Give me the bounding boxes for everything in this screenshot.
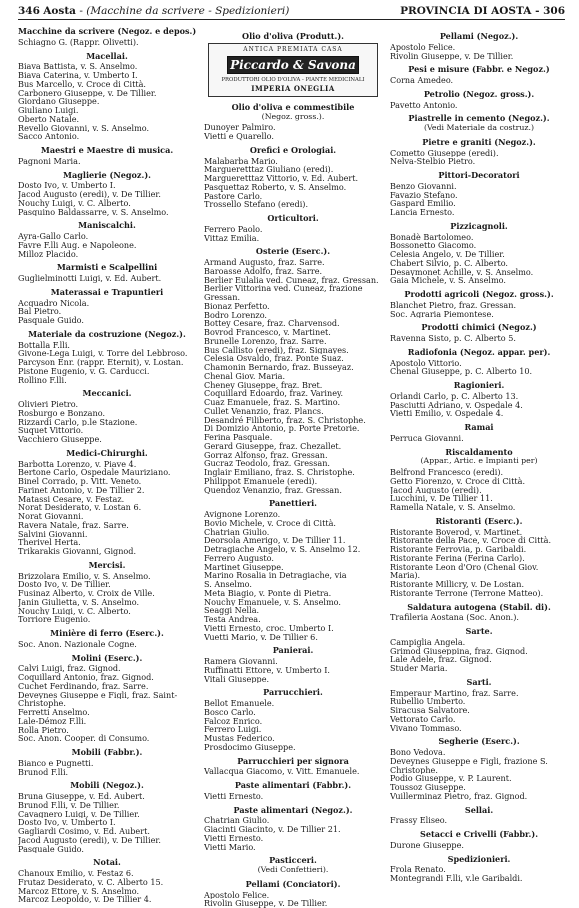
directory-entry: Berlier Vittorina ved. Cuneaz, frazione (204, 284, 363, 293)
header-region: Aosta (43, 5, 76, 17)
directory-entry: Quendoz Venanzio, fraz. Gressan. (204, 485, 342, 495)
directory-entry: Pistone Eugenio, v. G. Carducci. (18, 366, 150, 376)
section-heading: Meccanici. (82, 388, 132, 399)
directory-entry: Ramera Giovanni. (204, 657, 278, 666)
section-heading: Sellai. (464, 804, 494, 815)
directory-entry: Fusinaz Alberto, v. Croix de Ville. (18, 589, 155, 598)
directory-entry: Brunelle Lorenzo, fraz. Sarre. (204, 336, 327, 346)
directory-entry: Pastore Carlo. (204, 191, 263, 201)
section-heading: Pesi e misure (Fabbr. e Negoz.) (408, 64, 550, 75)
directory-entry: Di Domizio Antonio, p. Porte Pretorie. (204, 424, 360, 433)
directory-entry: Revello Giovanni, v. S. Anselmo. (18, 123, 150, 133)
directory-entry: Norat Giovanni. (18, 512, 84, 521)
directory-entry: Corna Amedeo. (390, 76, 454, 85)
directory-entry: Acquadro Nicola. (18, 298, 90, 308)
directory-entry: Rosburgo e Bonzano. (18, 408, 106, 418)
directory-entry: Nouchy Luigi, v. C. Alberto. (18, 606, 131, 616)
directory-entry: Therivel Herta. (18, 538, 81, 547)
section-heading: Mercisi. (88, 559, 126, 570)
column-3 (390, 27, 568, 883)
section-heading: Pellami (Negoz.). (439, 31, 519, 41)
directory-entry: Ravera Natale, fraz. Sarre. (18, 520, 129, 530)
directory-entry: Vietti Ernesto. (204, 833, 264, 843)
directory-entry: Brizzolara Emilio, v. S. Anselmo. (18, 571, 151, 581)
directory-entry: Lucchini, v. De Tillier 11. (390, 494, 493, 503)
directory-entry: Parcyson Enr. (rappr. Eternit), v. Lostan. (18, 358, 184, 367)
directory-entry: Salvini Giovanni. (18, 529, 88, 539)
section-heading: Mobili (Negoz.). (70, 780, 144, 791)
directory-entry: Rivolin Giuseppe, v. De Tillier. (204, 899, 328, 908)
directory-entry: Cullet Venanzio, fraz. Plancs. (204, 406, 324, 416)
ad-city: IMPERIA ONEGLIA (251, 84, 335, 94)
header-left: 346 Aosta - (Macchine da scrivere - Spedizionieri) (18, 5, 290, 17)
directory-entry: Bodro Lorenzo. (204, 310, 268, 320)
directory-entry: S. Anselmo. (204, 580, 252, 589)
directory-entry: Gerard Giuseppe, fraz. Chezallet. (204, 441, 342, 451)
directory-entry: Schiagno G. (Rappr. Olivetti). (18, 37, 139, 47)
directory-entry: Pasquale Guido. (18, 316, 84, 325)
directory-entry: Bono Vedova. (390, 748, 446, 757)
directory-entry: Grimod Giuseppina, fraz. Gignod. (390, 646, 528, 656)
directory-entry: Marcoz Ettore, v. S. Anselmo. (18, 886, 140, 896)
ad-brand-logo: Piccardo & Savona (227, 56, 359, 74)
section-subheading: (Vedi Materiale da costruz.) (423, 123, 535, 132)
directory-entry: Ferrero Paolo. (204, 224, 263, 234)
directory-entry: Chatrian Giulio. (204, 816, 270, 825)
directory-entry: Baroasse Adolfo, fraz. Sarre. (204, 266, 323, 276)
directory-entry: Pasquale Guido. (18, 844, 84, 854)
section-heading: Sarte. (465, 626, 493, 636)
directory-entry: Pasquino Baldassarre, v. S. Anselmo. (18, 207, 169, 217)
section-heading: Prodotti agricoli (Negoz. gross.). (404, 289, 554, 299)
section-heading: Prodotti chimici (Negoz.) (421, 322, 537, 333)
directory-entry: Coquillard Antonio, fraz. Gignod. (18, 673, 154, 682)
directory-entry: Emperaur Martino, fraz. Sarre. (390, 688, 519, 698)
directory-entry: Vietti Mario. (204, 842, 256, 852)
directory-entry: Gorraz Alfonso, fraz. Gressan. (204, 450, 328, 460)
section-subheading: (Appar., Artic. e Impianti per) (420, 456, 538, 466)
directory-entry: Bertone Carlo, Ospedale Mauriziano. (18, 468, 171, 477)
section-heading: Saldatura autogena (Stabil. di). (407, 601, 551, 612)
directory-entry: Jacod Augusto (eredi), v. De Tillier. (18, 835, 161, 845)
directory-entry: Podio Giuseppe, v. P. Laurent. (390, 774, 512, 783)
directory-entry: Soc. Agraria Piemontese. (390, 309, 494, 319)
directory-entry: Oberto Natale. (18, 114, 80, 124)
directory-entry: Cuaz Emanuele, fraz. S. Martino. (204, 398, 341, 407)
directory-entry: Margueretttaz Vittorio, v. Ed. Aubert. (204, 174, 359, 183)
directory-entry: Chatrian Giulio. (204, 527, 270, 537)
directory-entry: Soc. Anon. Nazionale Cogne. (18, 639, 137, 649)
section-heading: Setacci e Crivelli (Fabbr.). (419, 829, 539, 839)
directory-entry: Bovio Michele, v. Croce di Città. (204, 518, 336, 528)
directory-entry: Carbonero Giuseppe, v. De Tillier. (18, 88, 157, 98)
directory-entry: Vietti Emilio, v. Ospedale 4. (390, 409, 504, 418)
directory-entry: Chenal Giov. Maria. (204, 371, 286, 381)
directory-entry: Gressan. (204, 293, 241, 302)
directory-entry: Durone Giuseppe. (390, 840, 464, 850)
section-heading: Petrolio (Negoz. gross.). (423, 88, 535, 99)
directory-entry: Philippot Emanuele (eredi). (204, 476, 318, 486)
ad-top-text: ANTICA PREMIATA CASA (243, 45, 343, 53)
directory-entry: Orlandi Carlo, p. C. Alberto 13. (390, 391, 519, 401)
directory-entry: Jacod Augusto (eredi), v. De Tillier. (18, 190, 161, 199)
directory-entry: Ristorante Terrone (Terrone Matteo). (390, 588, 544, 598)
header-right: PROVINCIA DI AOSTA - 306 (400, 5, 565, 17)
directory-entry: Cheney Giuseppe, fraz. Bret. (204, 380, 323, 390)
directory-entry: Rollino F.lli. (18, 375, 67, 385)
directory-entry: Trikarakis Giovanni, Gignod. (18, 547, 137, 556)
directory-entry: Christophe. (390, 765, 438, 775)
directory-entry: Apostolo Felice. (204, 890, 270, 900)
section-heading: Maestri e Maestre di musica. (40, 145, 174, 155)
directory-entry: Pasquettaz Roberto, v. S. Anselmo. (204, 182, 347, 192)
header-subtitle: (Macchine da scrivere - Spedizionieri) (86, 5, 290, 17)
directory-entry: Bus Callisto (eredi), fraz. Signayes. (204, 345, 349, 355)
section-heading: Olio d'oliva (Produtt.). (242, 31, 344, 41)
directory-entry: Ramella Natale, v. S. Anselmo. (390, 503, 516, 512)
directory-entry: Soc. Anon. Cooper. di Consumo. (18, 734, 150, 743)
directory-entry: Apostolo Felice. (390, 42, 456, 52)
directory-entry: Ferretti Anselmo. (18, 708, 90, 717)
directory-entry: Avignone Lorenzo. (204, 510, 281, 519)
section-heading: Maniscalchi. (78, 220, 136, 231)
page-number-right: 306 (543, 5, 565, 17)
section-heading: Segherie (Eserc.). (438, 736, 520, 747)
directory-entry: Martinet Giuseppe. (204, 562, 284, 572)
advertisement-box (208, 43, 378, 97)
section-subheading: (Vedi Confettieri). (257, 865, 329, 874)
directory-entry: Vettorato Carlo. (390, 714, 456, 724)
directory-entry: Chenal Giuseppe, p. C. Alberto 10. (390, 367, 533, 376)
directory-entry: Bovrod Francesco, v. Martinet. (204, 328, 331, 337)
section-subheading: (Negoz. gross.). (261, 111, 325, 121)
directory-entry: Marino Rosalia in Detragiache, via (204, 571, 347, 580)
directory-entry: Lancia Ernesto. (390, 208, 455, 217)
section-heading: Paste alimentari (Negoz.). (233, 804, 353, 815)
directory-entry: Rubellio Umberto. (390, 697, 466, 706)
directory-entry: Cavagnero Luigi, v. De Tillier. (18, 809, 140, 819)
directory-entry: Chamonin Bernardo, fraz. Busseyaz. (204, 363, 354, 372)
directory-entry: Vietti Ernesto, croc. Umberto I. (204, 623, 334, 633)
directory-entry: Lale Adele, fraz. Gignod. (390, 655, 492, 664)
directory-entry: Bellot Emanuele. (204, 699, 275, 708)
section-heading: Parrucchieri per signora (237, 755, 349, 766)
section-heading: Marmisti e Scalpellini (56, 262, 158, 273)
page-number-left: 346 (18, 5, 40, 17)
directory-entry: Ristorante Boverod, v. Martinet. (390, 527, 523, 537)
directory-entry: Binel Corrado, p. Vitt. Veneto. (18, 477, 142, 486)
section-heading: Notai. (93, 857, 121, 868)
section-heading: Orticultori. (267, 213, 319, 223)
directory-entry: Barbotta Lorenzo, v. Piave 4. (18, 459, 137, 469)
directory-entry: Detragiache Angelo, v. S. Anselmo 12. (204, 545, 361, 554)
directory-entry: Nelva-Stelbio Pietro. (390, 157, 476, 166)
directory-entry: Bal Pietro. (18, 307, 62, 316)
directory-entry: Giacinti Giacinto, v. De Tillier 21. (204, 825, 341, 834)
section-heading: Pietre e graniti (Negoz.). (422, 136, 536, 147)
directory-entry: Vuetti Mario, v. De Tillier 6. (204, 632, 318, 642)
directory-entry: Pavetto Antonio. (390, 100, 458, 110)
section-heading: Pasticceri. (269, 855, 317, 866)
directory-entry: Milloz Placido. (18, 249, 79, 259)
directory-entry: Bionaz Perfetto. (204, 301, 270, 311)
page-header (18, 3, 565, 20)
directory-entry: Marcoz Leopoldo, v. De Tillier 4. (18, 895, 152, 904)
directory-entry: Trafileria Aostana (Soc. Anon.). (390, 613, 519, 622)
directory-entry: Desandré Filiberto, fraz. S. Christophe. (204, 415, 366, 425)
column-1 (18, 27, 196, 904)
directory-entry: Lale-Démoz F.lli. (18, 716, 87, 726)
directory-entry: Perruca Giovanni. (390, 433, 464, 443)
directory-entry: Siracusa Salvatore. (390, 706, 470, 715)
directory-entry: Armand Augusto, fraz. Sarre. (204, 258, 325, 267)
section-heading: Ragionieri. (453, 380, 505, 390)
directory-entry: Margueretttaz Giuliano (eredi). (204, 165, 334, 174)
directory-entry: Berlier Eulalia ved. Cuneaz, fraz. Gressan. (204, 275, 379, 285)
directory-entry: Desaymonet Achille, v. S. Anselmo. (390, 267, 534, 277)
directory-entry: Gaspard Emilio. (390, 199, 456, 208)
header-province-title: PROVINCIA DI AOSTA (400, 5, 532, 17)
directory-entry: Giordano Giuseppe. (18, 97, 100, 106)
directory-entry: Bosco Carlo. (204, 707, 256, 717)
directory-entry: Ristorante Millicry, v. De Lostan. (390, 580, 525, 589)
directory-entry: Vivano Tommaso. (390, 723, 462, 733)
directory-entry: Janin Giulietta, v. S. Anselmo. (18, 597, 140, 607)
directory-entry: Meta Biagio, v. Ponte di Pietra. (204, 588, 332, 598)
directory-entry: Chanoux Emilio, v. Festaz 6. (18, 869, 134, 878)
section-heading: Olio d'oliva e commestibile (231, 101, 355, 112)
directory-entry: Pasciutti Adriano, v. Ospedale 4. (390, 400, 523, 410)
section-heading: Maglierie (Negoz.). (63, 169, 151, 180)
directory-entry: Ayra-Gallo Carlo. (18, 232, 89, 241)
directory-entry: Deveynes Giuseppe e Figli, frazione S. (390, 756, 548, 766)
section-heading: Sarti. (466, 676, 492, 687)
directory-entry: Bossonetto Giacomo. (390, 241, 477, 250)
section-heading: Ramai (464, 422, 494, 432)
directory-entry: Mustas Federico. (204, 734, 275, 743)
directory-entry: Seaggi Nella. (204, 606, 260, 615)
directory-entry: Apostolo Vittorio. (390, 358, 462, 368)
directory-entry: Torriore Eugenio. (18, 615, 91, 624)
directory-entry: Dunoyer Palmiro. (204, 123, 276, 132)
directory-entry: Matassi Cesare, v. Festaz. (18, 494, 125, 504)
directory-entry: Vittaz Emilia. (204, 233, 260, 243)
directory-entry: Prosdocimo Giuseppe. (204, 742, 296, 752)
section-heading: Ristoranti (Eserc.). (435, 515, 523, 526)
directory-entry: Vietti e Quarello. (204, 132, 274, 141)
directory-entry: Cometto Giuseppe (eredi). (390, 148, 499, 158)
section-heading: Medici-Chirurghi. (66, 447, 148, 458)
section-heading: Radiofonia (Negoz. appar. per). (407, 346, 551, 357)
directory-entry: Favazio Stefano. (390, 190, 458, 200)
directory-entry: Blanchet Pietro, fraz. Gressan. (390, 300, 517, 310)
directory-entry: Olivieri Pietro. (18, 400, 79, 409)
section-heading: Mobili (Fabbr.). (71, 747, 143, 757)
section-heading: Pittori-Decoratori (438, 170, 520, 180)
directory-entry: Falcoz Enrico. (204, 716, 263, 726)
directory-entry: Gaia Michele, v. S. Anselmo. (390, 276, 506, 285)
directory-entry: Jacod Augusto (eredi). (390, 485, 482, 495)
directory-entry: Ravenna Sisto, p. C. Alberto 5. (390, 334, 516, 343)
directory-entry: Vallacqua Giacomo, v. Vitt. Emanuele. (204, 767, 360, 776)
directory-entry: Coquillard Edoardo, fraz. Variney. (204, 389, 344, 398)
directory-entry: Maria). (390, 571, 421, 580)
directory-entry: Vuillerminaz Pietro, fraz. Gignod. (390, 791, 528, 801)
directory-entry: Brunod F.lli. (18, 767, 69, 777)
directory-entry: Bonadè Bartolomeo. (390, 232, 474, 242)
directory-entry: Montegrandi F.lli, v.le Garibaldi. (390, 874, 523, 883)
section-heading: Panettieri. (268, 498, 317, 509)
directory-entry: Nouchy Emanuele, v. S. Anselmo. (204, 597, 341, 607)
directory-entry: Dosto Ivo, v. Umberto I. (18, 818, 116, 827)
directory-entry: Chabert Silvio, p. C. Alberto. (390, 258, 509, 268)
directory-entry: Benzo Giovanni. (390, 181, 457, 191)
directory-entry: Celesia Osvaldo, fraz. Ponte Suaz. (204, 354, 344, 363)
directory-entry: Gucraz Teodolo, fraz. Gressan. (204, 459, 330, 468)
section-heading: Parrucchieri. (263, 687, 323, 698)
directory-entry: Deveynes Giuseppe e Figli, fraz. Saint- (18, 690, 178, 700)
section-heading: Riscaldamento (445, 446, 513, 457)
directory-entry: Ristorante Leon d'Oro (Chenal Giov. (390, 562, 539, 572)
section-heading: Spedizionieri. (447, 853, 511, 864)
directory-entry: Dosto Ivo, v. Umberto I. (18, 181, 116, 190)
directory-entry: Bianco e Pugnetti. (18, 758, 94, 768)
directory-entry: Suquet Vittorio. (18, 426, 84, 435)
directory-entry: Biava Battista, v. S. Anselmo. (18, 62, 138, 71)
directory-entry: Deorsola Amerigo, v. De Tillier 11. (204, 536, 346, 545)
directory-entry: Studer Maria. (390, 664, 448, 673)
section-heading: Minière di ferro (Eserc.). (50, 628, 164, 638)
directory-entry: Christophe. (18, 699, 66, 708)
directory-entry: Testa Andrea. (204, 615, 261, 624)
directory-entry: Bottalla F.lli. (18, 340, 70, 350)
directory-entry: Guglielminotti Luigi, v. Ed. Aubert. (18, 274, 162, 283)
directory-entry: Pagnoni Maria. (18, 156, 81, 166)
directory-entry: Favre F.lli Aug. e Napoleone. (18, 240, 137, 250)
directory-entry: Bruna Giuseppe, v. Ed. Aubert. (18, 792, 145, 801)
directory-entry: Cuchet Ferdinando, fraz. Sarre. (18, 681, 149, 691)
directory-entry: Nouchy Luigi, v. C. Alberto. (18, 198, 131, 208)
directory-entry: Norat Desiderato, v. Lostan 6. (18, 503, 142, 512)
directory-entry: Ferina Pasquale. (204, 433, 273, 442)
directory-entry: Inglair Emiliano, fraz. S. Christophe. (204, 468, 355, 477)
directory-entry: Ferrero Augusto. (204, 553, 274, 563)
section-heading: Paste alimentari (Fabbr.). (234, 780, 352, 790)
directory-entry: Givone-Lega Luigi, v. Torre del Lebbroso. (18, 349, 188, 358)
directory-entry: Frola Renato. (390, 865, 446, 874)
section-heading: Osterie (Eserc.). (255, 246, 331, 257)
directory-entry: Bus Marcello, v. Croce di Città. (18, 79, 147, 89)
directory-entry: Ruffinatti Ettore, v. Umberto I. (204, 665, 331, 675)
directory-entry: Campiglia Angela. (390, 637, 466, 647)
directory-entry: Celesia Angelo, v. De Tillier. (390, 250, 505, 259)
directory-entry: Vitali Giuseppe. (204, 674, 270, 684)
directory-entry: Dosto Ivo, v. De Tillier. (18, 580, 111, 589)
directory-entry: Vacchiero Giuseppe. (18, 435, 102, 444)
directory-entry: Biava Caterina, v. Umberto I. (18, 71, 138, 80)
section-heading: Pellami (Conciatori). (245, 878, 341, 889)
directory-entry: Brunod F.lli, v. De Tillier. (18, 800, 120, 810)
section-heading: Panierai. (272, 645, 314, 656)
directory-entry: Getto Fiorenzo, v. Croce di Città. (390, 476, 526, 486)
directory-entry: Farinet Antonio, v. De Tillier 2. (18, 485, 145, 495)
directory-entry: Ferrero Luigi. (204, 725, 262, 734)
directory-entry: Vietti Ernesto. (204, 791, 264, 801)
directory-entry: Ristorante Ferrovia, p. Garibaldi. (390, 545, 527, 554)
section-heading: Macellai. (86, 50, 128, 61)
directory-entry: Rivolin Giuseppe, v. De Tillier. (390, 51, 514, 61)
section-heading: Materiale da costruzione (Negoz.). (28, 328, 186, 339)
section-heading: Macchine da scrivere (Negoz. e depos.) (18, 26, 197, 36)
directory-entry: Frutaz Desiderato, v. C. Alberto 15. (18, 877, 164, 887)
section-heading: Molini (Eserc.). (71, 652, 143, 663)
directory-entry: Belfrond Francesco (eredi). (390, 468, 504, 477)
directory-entry: Rolla Pietro. (18, 725, 69, 735)
directory-entry: Ristorante della Pace, v. Croce di Città. (390, 536, 552, 545)
directory-entry: Ristorante Ferina (Ferina Carlo). (390, 553, 525, 563)
directory-entry: Calvi Luigi, fraz. Gignod. (18, 664, 121, 673)
directory-entry: Gagliardi Cosimo, v. Ed. Aubert. (18, 827, 150, 836)
directory-entry: Frassy Eliseo. (390, 816, 448, 825)
section-heading: Pizzicagnoli. (450, 220, 508, 231)
section-heading: Piastrelle in cemento (Negoz.). (408, 113, 550, 124)
directory-entry: Toussoz Giuseppe. (390, 783, 466, 792)
ad-description: PRODUTTORI OLIO D'OLIVA - PIANTE MEDICINALI (221, 76, 365, 83)
column-2 (204, 27, 382, 908)
directory-entry: Malabarba Mario. (204, 156, 278, 166)
directory-entry: Rizzardi Carlo, p.le Stazione. (18, 417, 138, 427)
directory-entry: Giuliano Luigi. (18, 106, 79, 115)
section-heading: Orefici e Orologiai. (249, 144, 337, 155)
directory-entry: Sacco Antonio. (18, 132, 80, 141)
section-heading: Materassai e Trapuntieri (50, 286, 164, 297)
directory-entry: Bottey Cesare, fraz. Charvensod. (204, 319, 340, 328)
directory-entry: Trossello Stefano (eredi). (204, 200, 309, 209)
